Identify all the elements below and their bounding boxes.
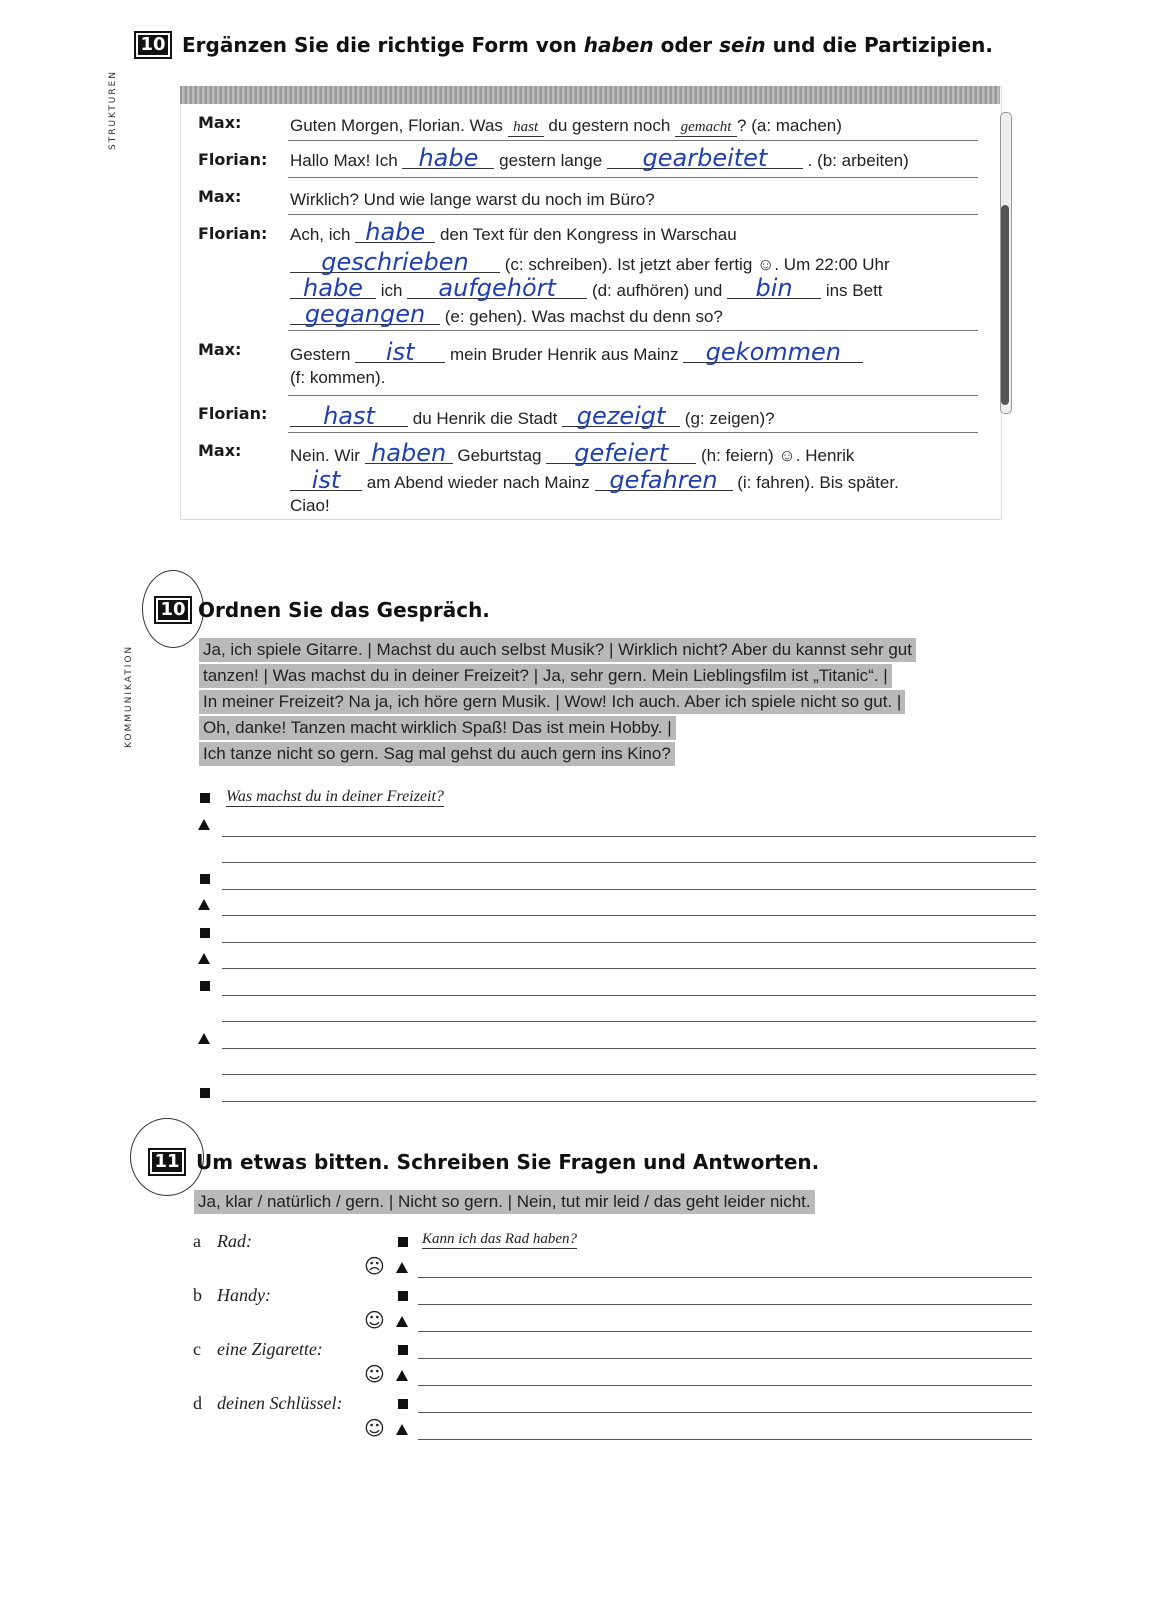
answer-line[interactable] xyxy=(222,942,1036,943)
handwritten-answer: gekommen xyxy=(683,342,863,363)
handwritten-answer: gearbeitet xyxy=(607,148,803,169)
handwritten-answer: bin xyxy=(727,278,821,299)
phrase-box-line: Oh, danke! Tanzen macht wirklich Spaß! Das ist mein Hobby. | xyxy=(199,716,676,740)
dialogue-line-1: Guten Morgen, Florian. Was hast du gestern noch gemacht ? (a: machen) xyxy=(290,116,842,135)
phrase-box-line: Ja, klar / natürlich / gern. | Nicht so gern. | Nein, tut mir leid / das geht leider nicht. xyxy=(194,1190,815,1214)
dialogue-line-12: ist am Abend wieder nach Mainz gefahren (i: fahren). Bis später. xyxy=(290,470,899,493)
speaker-a-square-icon xyxy=(200,981,210,991)
speaker-a-square-icon xyxy=(398,1399,408,1409)
dialogue-line-13: Ciao! xyxy=(290,496,330,515)
answer-line[interactable] xyxy=(418,1412,1032,1413)
item-letter: d xyxy=(193,1393,202,1413)
answer-line[interactable] xyxy=(418,1439,1032,1440)
example-answer: Was machst du in deiner Freizeit? xyxy=(226,788,444,805)
answer-line[interactable] xyxy=(418,1385,1032,1386)
speaker-a-square-icon xyxy=(200,874,210,884)
dialogue-line-3: Wirklich? Und wie lange warst du noch im Büro? xyxy=(290,190,655,209)
phrase-box-line: tanzen! | Was machst du in deiner Freizeit? | Ja, sehr gern. Mein Lieblingsfilm ist „Titanic“. | xyxy=(199,664,892,688)
exercise-title-10a: Ergänzen Sie die richtige Form von haben oder sein und die Partizipien. xyxy=(182,33,994,57)
handwritten-answer: gegangen xyxy=(290,304,440,325)
answer-line[interactable] xyxy=(222,995,1036,996)
section-label-kommunikation: KOMMUNIKATION xyxy=(124,644,134,748)
exercise-number-11: 11 xyxy=(148,1148,186,1176)
speaker-a-square-icon xyxy=(200,793,210,803)
exercise-title-10b: Ordnen Sie das Gespräch. xyxy=(198,598,490,622)
item-letter: a xyxy=(193,1231,201,1251)
answer-line[interactable] xyxy=(222,1074,1036,1075)
speaker-max: Max: xyxy=(198,340,242,359)
scrollbar-thumb xyxy=(1001,205,1009,405)
speaker-a-square-icon xyxy=(200,928,210,938)
dialogue-line-10: hast du Henrik die Stadt gezeigt (g: zeigen)? xyxy=(290,406,775,429)
handwritten-answer: haben xyxy=(365,443,453,464)
speaker-max: Max: xyxy=(198,113,242,132)
speaker-max: Max: xyxy=(198,187,242,206)
speaker-b-triangle-icon xyxy=(396,1262,408,1273)
exercise-number-10b: 10 xyxy=(154,596,192,624)
speaker-florian: Florian: xyxy=(198,224,268,243)
handwritten-answer: habe xyxy=(402,148,494,169)
answer-line[interactable] xyxy=(222,1101,1036,1102)
exercise-number-10a: 10 xyxy=(134,31,172,59)
dialogue-line-2: Hallo Max! Ich habe gestern lange gearbeitet . (b: arbeiten) xyxy=(290,144,909,172)
handwritten-answer: ist xyxy=(355,342,445,363)
speaker-a-square-icon xyxy=(398,1237,408,1247)
speaker-b-triangle-icon xyxy=(198,819,210,830)
example-answer: Kann ich das Rad haben? xyxy=(422,1231,577,1247)
handwritten-answer: habe xyxy=(290,278,376,299)
sad-face-icon: ☹ xyxy=(364,1254,385,1278)
phrase-box-line: Ja, ich spiele Gitarre. | Machst du auch selbst Musik? | Wirklich nicht? Aber du kannst sehr gut xyxy=(199,638,916,662)
speaker-a-square-icon xyxy=(398,1345,408,1355)
smiley-face-icon: ☺ xyxy=(364,1308,385,1332)
speaker-a-square-icon xyxy=(200,1088,210,1098)
speaker-a-square-icon xyxy=(398,1291,408,1301)
item-label: eine Zigarette: xyxy=(217,1339,323,1359)
phrase-box-line: In meiner Freizeit? Na ja, ich höre gern Musik. | Wow! Ich auch. Aber ich spiele nicht so gut. | xyxy=(199,690,905,714)
handwritten-answer: gefeiert xyxy=(546,443,696,464)
dialogue-line-7: gegangen (e: gehen). Was machst du denn so? xyxy=(290,304,723,327)
speaker-b-triangle-icon xyxy=(198,953,210,964)
section-label-strukturen: STRUKTUREN xyxy=(108,69,118,150)
speaker-florian: Florian: xyxy=(198,404,268,423)
answer-line[interactable] xyxy=(418,1304,1032,1305)
answer-blank: gemacht xyxy=(675,119,737,137)
speaker-b-triangle-icon xyxy=(396,1424,408,1435)
handwritten-answer: geschrieben xyxy=(290,252,500,273)
item-label: deinen Schlüssel: xyxy=(217,1393,343,1413)
answer-line[interactable] xyxy=(222,915,1036,916)
phrase-box-line: Ich tanze nicht so gern. Sag mal gehst du auch gern ins Kino? xyxy=(199,742,675,766)
handwritten-answer: gezeigt xyxy=(562,406,680,427)
item-letter: b xyxy=(193,1285,202,1305)
item-label: Rad: xyxy=(217,1231,252,1251)
item-label: Handy: xyxy=(217,1285,271,1305)
handwritten-answer: gefahren xyxy=(595,470,733,491)
dialogue-line-5: geschrieben (c: schreiben). Ist jetzt aber fertig ☺. Um 22:00 Uhr xyxy=(290,252,890,275)
answer-line[interactable] xyxy=(222,889,1036,890)
answer-line[interactable] xyxy=(222,1048,1036,1049)
handwritten-answer: aufgehört xyxy=(407,278,587,299)
answer-line[interactable] xyxy=(418,1331,1032,1332)
dialogue-line-11: Nein. Wir haben Geburtstag gefeiert (h: feiern) ☺. Henrik xyxy=(290,439,855,467)
answer-blank: hast xyxy=(508,119,544,137)
dialogue-line-9: (f: kommen). xyxy=(290,368,386,387)
handwritten-answer: hast xyxy=(290,406,408,427)
answer-line[interactable] xyxy=(418,1358,1032,1359)
handwritten-answer: habe xyxy=(355,222,435,243)
dialogue-line-6: habe ich aufgehört (d: aufhören) und bin ins Bett xyxy=(290,278,883,301)
speaker-b-triangle-icon xyxy=(198,1033,210,1044)
answer-line[interactable] xyxy=(222,1021,1036,1022)
speaker-b-triangle-icon xyxy=(396,1316,408,1327)
speaker-max: Max: xyxy=(198,441,242,460)
smiley-face-icon: ☺ xyxy=(364,1416,385,1440)
handwritten-answer: ist xyxy=(290,470,362,491)
speaker-b-triangle-icon xyxy=(198,899,210,910)
dialogue-line-8: Gestern ist mein Bruder Henrik aus Mainz gekommen xyxy=(290,342,863,365)
answer-line[interactable] xyxy=(222,968,1036,969)
panel-title-bar xyxy=(180,86,1000,104)
exercise-title-11: Um etwas bitten. Schreiben Sie Fragen und Antworten. xyxy=(196,1150,820,1174)
answer-line[interactable] xyxy=(222,862,1036,863)
answer-line[interactable] xyxy=(222,836,1036,837)
answer-line[interactable] xyxy=(418,1277,1032,1278)
speaker-b-triangle-icon xyxy=(396,1370,408,1381)
dialogue-line-4: Ach, ich habe den Text für den Kongress in Warschau xyxy=(290,218,737,246)
smiley-face-icon: ☺ xyxy=(364,1362,385,1386)
speaker-florian: Florian: xyxy=(198,150,268,169)
item-letter: c xyxy=(193,1339,201,1359)
